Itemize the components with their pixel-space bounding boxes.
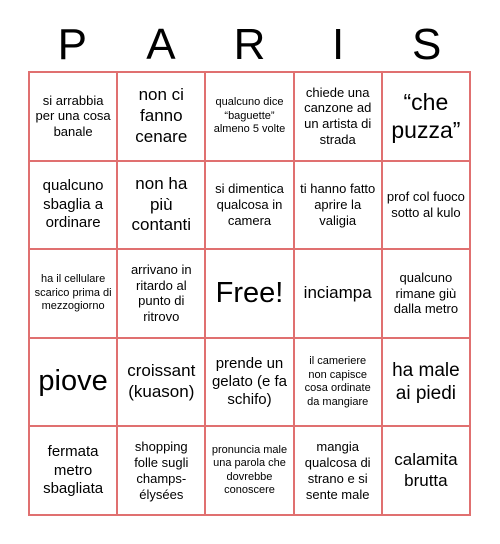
bingo-cell[interactable]: si arrabbia per una cosa banale (29, 72, 117, 161)
bingo-cell[interactable]: ha il cellulare scarico prima di mezzogiorno (29, 249, 117, 338)
header-letter-r: R (233, 20, 266, 69)
bingo-header (28, 20, 471, 70)
bingo-cell[interactable]: prof col fuoco sotto al kulo (382, 161, 470, 250)
bingo-cell[interactable]: prende un gelato (e fa schifo) (205, 338, 293, 427)
bingo-cell[interactable]: arrivano in ritardo al punto di ritrovo (117, 249, 205, 338)
bingo-cell[interactable]: ti hanno fatto aprire la valigia (294, 161, 382, 250)
bingo-cell[interactable]: qualcuno dice “baguette” almeno 5 volte (205, 72, 293, 161)
bingo-cell[interactable]: “che puzza” (382, 72, 470, 161)
header-letter-a: A (146, 20, 176, 69)
bingo-cell[interactable]: il cameriere non capisce cosa ordinate da mangiare (294, 338, 382, 427)
bingo-cell[interactable]: croissant (kuason) (117, 338, 205, 427)
bingo-grid (28, 71, 471, 516)
bingo-cell-free[interactable]: Free! (205, 249, 293, 338)
bingo-cell[interactable]: shopping folle sugli champs-élysées (117, 426, 205, 515)
bingo-cell[interactable]: piove (29, 338, 117, 427)
bingo-cell[interactable]: qualcuno sbaglia a ordinare (29, 161, 117, 250)
bingo-cell[interactable]: non ci fanno cenare (117, 72, 205, 161)
bingo-cell[interactable]: chiede una canzone ad un artista di strada (294, 72, 382, 161)
bingo-cell[interactable]: inciampa (294, 249, 382, 338)
header-letter-s: S (411, 20, 442, 69)
bingo-cell[interactable]: non ha più contanti (117, 161, 205, 250)
bingo-cell[interactable]: ha male ai piedi (382, 338, 470, 427)
bingo-cell[interactable]: mangia qualcosa di strano e si sente male (294, 426, 382, 515)
header-letter-i: I (331, 20, 345, 69)
bingo-cell[interactable]: si dimentica qualcosa in camera (205, 161, 293, 250)
bingo-cell[interactable]: calamita brutta (382, 426, 470, 515)
bingo-cell[interactable]: qualcuno rimane giù dalla metro (382, 249, 470, 338)
header-letter-p: P (57, 20, 87, 69)
bingo-cell[interactable]: fermata metro sbagliata (29, 426, 117, 515)
bingo-cell[interactable]: pronuncia male una parola che dovrebbe conoscere (205, 426, 293, 515)
